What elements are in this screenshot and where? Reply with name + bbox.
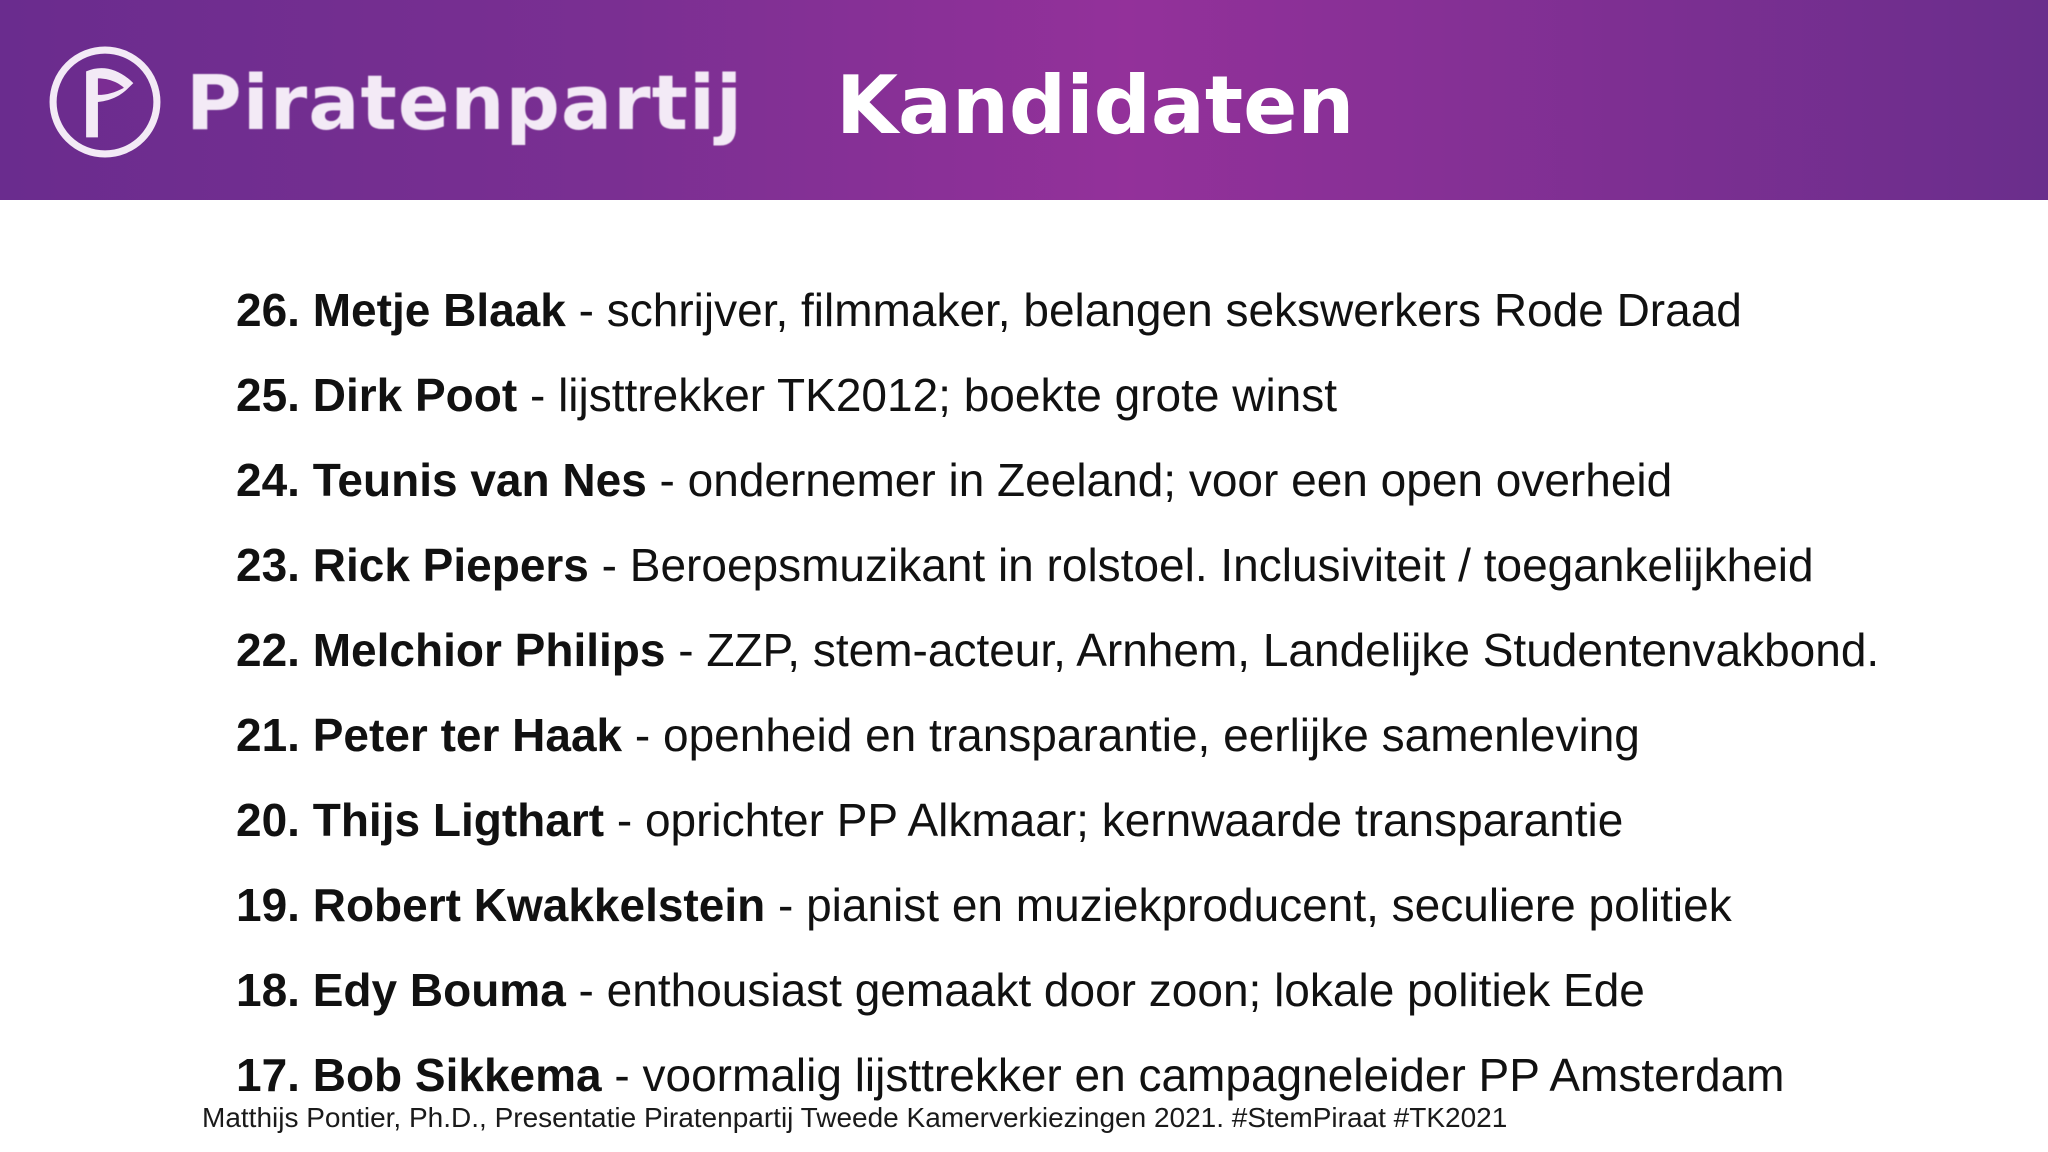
- list-item: [236, 523, 1879, 608]
- slide-footer: Matthijs Pontier, Ph.D., Presentatie Piratenpartij Tweede Kamerverkiezingen 2021. #StemPiraat #TK2021: [202, 1102, 1508, 1133]
- list-item: [236, 268, 1879, 353]
- candidate-name: 20. Thijs Ligthart: [236, 794, 605, 846]
- candidate-description: - ondernemer in Zeeland; voor een open overheid: [646, 454, 1673, 506]
- slide-header: [0, 0, 2048, 200]
- logo-text: Piratenpartij: [186, 57, 744, 147]
- candidate-name: 26. Metje Blaak: [236, 284, 566, 336]
- candidate-description: - Beroepsmuzikant in rolstoel. Inclusiviteit / toegankelijkheid: [588, 539, 1814, 591]
- candidate-name: 23. Rick Piepers: [236, 539, 589, 591]
- list-item: [236, 438, 1879, 523]
- candidate-name: 19. Robert Kwakkelstein: [236, 879, 766, 931]
- candidate-name: 18. Edy Bouma: [236, 964, 566, 1016]
- candidate-name: 25. Dirk Poot: [236, 369, 518, 421]
- candidate-description: - oprichter PP Alkmaar; kernwaarde transparantie: [604, 794, 1624, 846]
- candidate-name: 21. Peter ter Haak: [236, 709, 623, 761]
- candidate-description: - enthousiast gemaakt door zoon; lokale politiek Ede: [565, 964, 1645, 1016]
- candidate-list: [236, 268, 1879, 1118]
- list-item: [236, 778, 1879, 863]
- candidate-description: - openheid en transparantie, eerlijke samenleving: [622, 709, 1640, 761]
- party-logo: [46, 42, 743, 162]
- list-item: [236, 693, 1879, 778]
- candidate-name: 17. Bob Sikkema: [236, 1049, 602, 1101]
- candidate-description: - lijsttrekker TK2012; boekte grote winst: [517, 369, 1338, 421]
- pirate-flag-icon: [46, 43, 164, 161]
- page-title: Kandidaten: [836, 59, 1355, 152]
- candidate-description: - pianist en muziekproducent, seculiere politiek: [765, 879, 1732, 931]
- candidate-description: - ZZP, stem-acteur, Arnhem, Landelijke Studentenvakbond.: [665, 624, 1880, 676]
- list-item: [236, 608, 1879, 693]
- list-item: [236, 948, 1879, 1033]
- list-item: [236, 863, 1879, 948]
- list-item: [236, 353, 1879, 438]
- candidate-name: 22. Melchior Philips: [236, 624, 666, 676]
- candidate-description: - schrijver, filmmaker, belangen sekswerkers Rode Draad: [565, 284, 1742, 336]
- candidate-description: - voormalig lijsttrekker en campagneleider PP Amsterdam: [601, 1049, 1785, 1101]
- candidate-name: 24. Teunis van Nes: [236, 454, 647, 506]
